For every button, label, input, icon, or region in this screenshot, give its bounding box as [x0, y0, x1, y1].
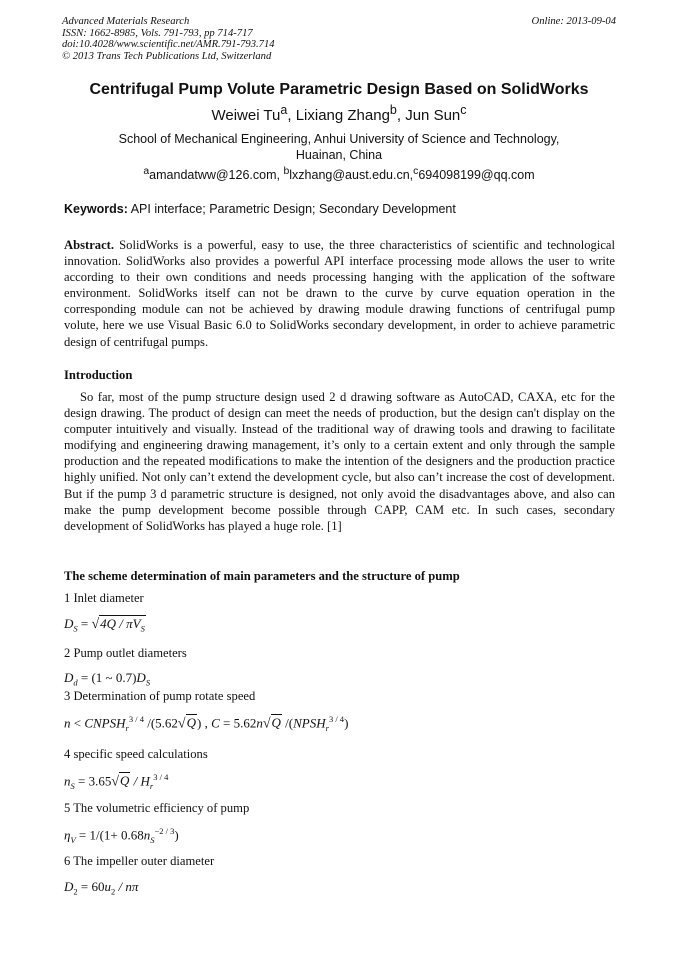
equation-impeller-diameter: $D_2 = 60u_2 / n\pi$ — [64, 879, 139, 897]
equation-specific-speed: $n_S = 3.65√Q / H_r^{3 / 4}$ — [64, 772, 169, 791]
paper-title: Centrifugal Pump Volute Parametric Design Based on SolidWorks — [89, 81, 589, 98]
journal-name: Advanced Materials Research — [62, 16, 190, 27]
email-sup: c — [413, 166, 419, 177]
keywords — [64, 202, 624, 216]
list-item: 4 specific speed calculations — [64, 747, 208, 761]
author-name: Weiwei Tu — [211, 107, 281, 124]
email-sup: b — [283, 166, 290, 177]
email-address: lxzhang@aust.edu.cn — [289, 168, 410, 183]
keywords-text: API interface; Parametric Design; Secondary Development — [130, 202, 456, 216]
affiliation — [0, 131, 678, 163]
keywords-label: Keywords: — [64, 202, 128, 216]
author-sup: c — [460, 103, 467, 117]
copyright: © 2013 Trans Tech Publications Ltd, Switzerland — [62, 50, 272, 62]
equation-volumetric-efficiency: $\eta_V = 1/(1+ 0.68n_S^{-2 / 3})$ — [64, 826, 179, 845]
list-item: 1 Inlet diameter — [64, 591, 144, 605]
doi: doi:10.4028/www.scientific.net/AMR.791-793.714 — [62, 39, 275, 51]
list-item: 6 The impeller outer diameter — [64, 854, 215, 868]
issn: ISSN: 1662-8985, Vols. 791-793, pp 714-717 — [62, 27, 253, 39]
scheme-heading: The scheme determination of main parameters and the structure of pump — [64, 569, 460, 583]
authors: Weiwei Tu$^a$, Lixiang Zhang$^b$, Jun Sun$^c$ — [211, 103, 467, 124]
abstract-label: Abstract. — [64, 238, 115, 252]
equation-outlet-diameter: $D_d = (1$ ~ $0.7)D_S$ — [64, 670, 151, 688]
email-address: amandatww@126.com — [149, 168, 277, 183]
intro-heading: Introduction — [64, 368, 133, 382]
online-date: Online: 2013-09-04 — [531, 16, 616, 27]
equation-rotate-speed: $n < CNPSH_r^{3 / 4}$ /(5.62√Q) , C = 5.62n√Q $/(NPSH_r^{3 / 4})$ — [64, 714, 349, 733]
equation-inlet-diameter: $D_S = √4Q / \pi V_S$ — [64, 616, 145, 634]
abstract-text: SolidWorks is a powerful, easy to use, the three characteristics of scientific and technological innovation. SolidWorks also provides a powerful API interface processing mode allows the user to write according to their own conditions and needs processing hanging with the application of the software environment. SolidWorks itself can not be drawn to the curve by curve equation operation in the corresponding module can not be achieved by drawing module drawing functions of centrifugal pump volute, here we use Visual Basic 6.0 to SolidWorks secondary development, in order to achieve parametric design of centrifugal pumps. — [64, 238, 615, 349]
affiliation-line: Huainan, China — [295, 148, 383, 162]
list-item: 3 Determination of pump rotate speed — [64, 689, 256, 703]
intro-text: So far, most of the pump structure design used 2 d drawing software as AutoCAD, CAXA, etc for the design drawing. The product of design can meet the needs of production, but the design can't display on the computer intuitively and visually. Instead of the traditional way of drawing tools and drawing to facilitate modifying and engineering drawing management, it’s only to a certain extent and only through the sample production and the repeated modifications to make the intention of the designers and the production practice highly unified. Not only can’t extend the development cycle, but also can’t increase the cost of development. But if the pump 3 d parametric structure is designed, not only avoid the disadvantages above, and also can make the pump development become possible through CAPP, CAM etc. In such cases, secondary development of SolidWorks has played a huge role. [1] — [64, 390, 615, 533]
list-item: 2 Pump outlet diameters — [64, 646, 187, 660]
author-name: Lixiang Zhang — [295, 107, 390, 124]
author-sup: a — [280, 103, 288, 117]
author-name: Jun Sun — [405, 107, 461, 124]
list-item: 5 The volumetric efficiency of pump — [64, 801, 250, 815]
abstract — [64, 237, 615, 350]
author-sup: b — [389, 103, 397, 117]
email-address: 694098199@qq.com — [418, 168, 535, 183]
email-sup: a — [143, 166, 150, 177]
emails: $^a$amandatww@126.com, $^b$lxzhang@aust.edu.cn,$^c$694098199@qq.com — [143, 166, 535, 183]
affiliation-line: School of Mechanical Engineering, Anhui University of Science and Technology, — [118, 132, 560, 146]
journal-header — [62, 16, 616, 62]
